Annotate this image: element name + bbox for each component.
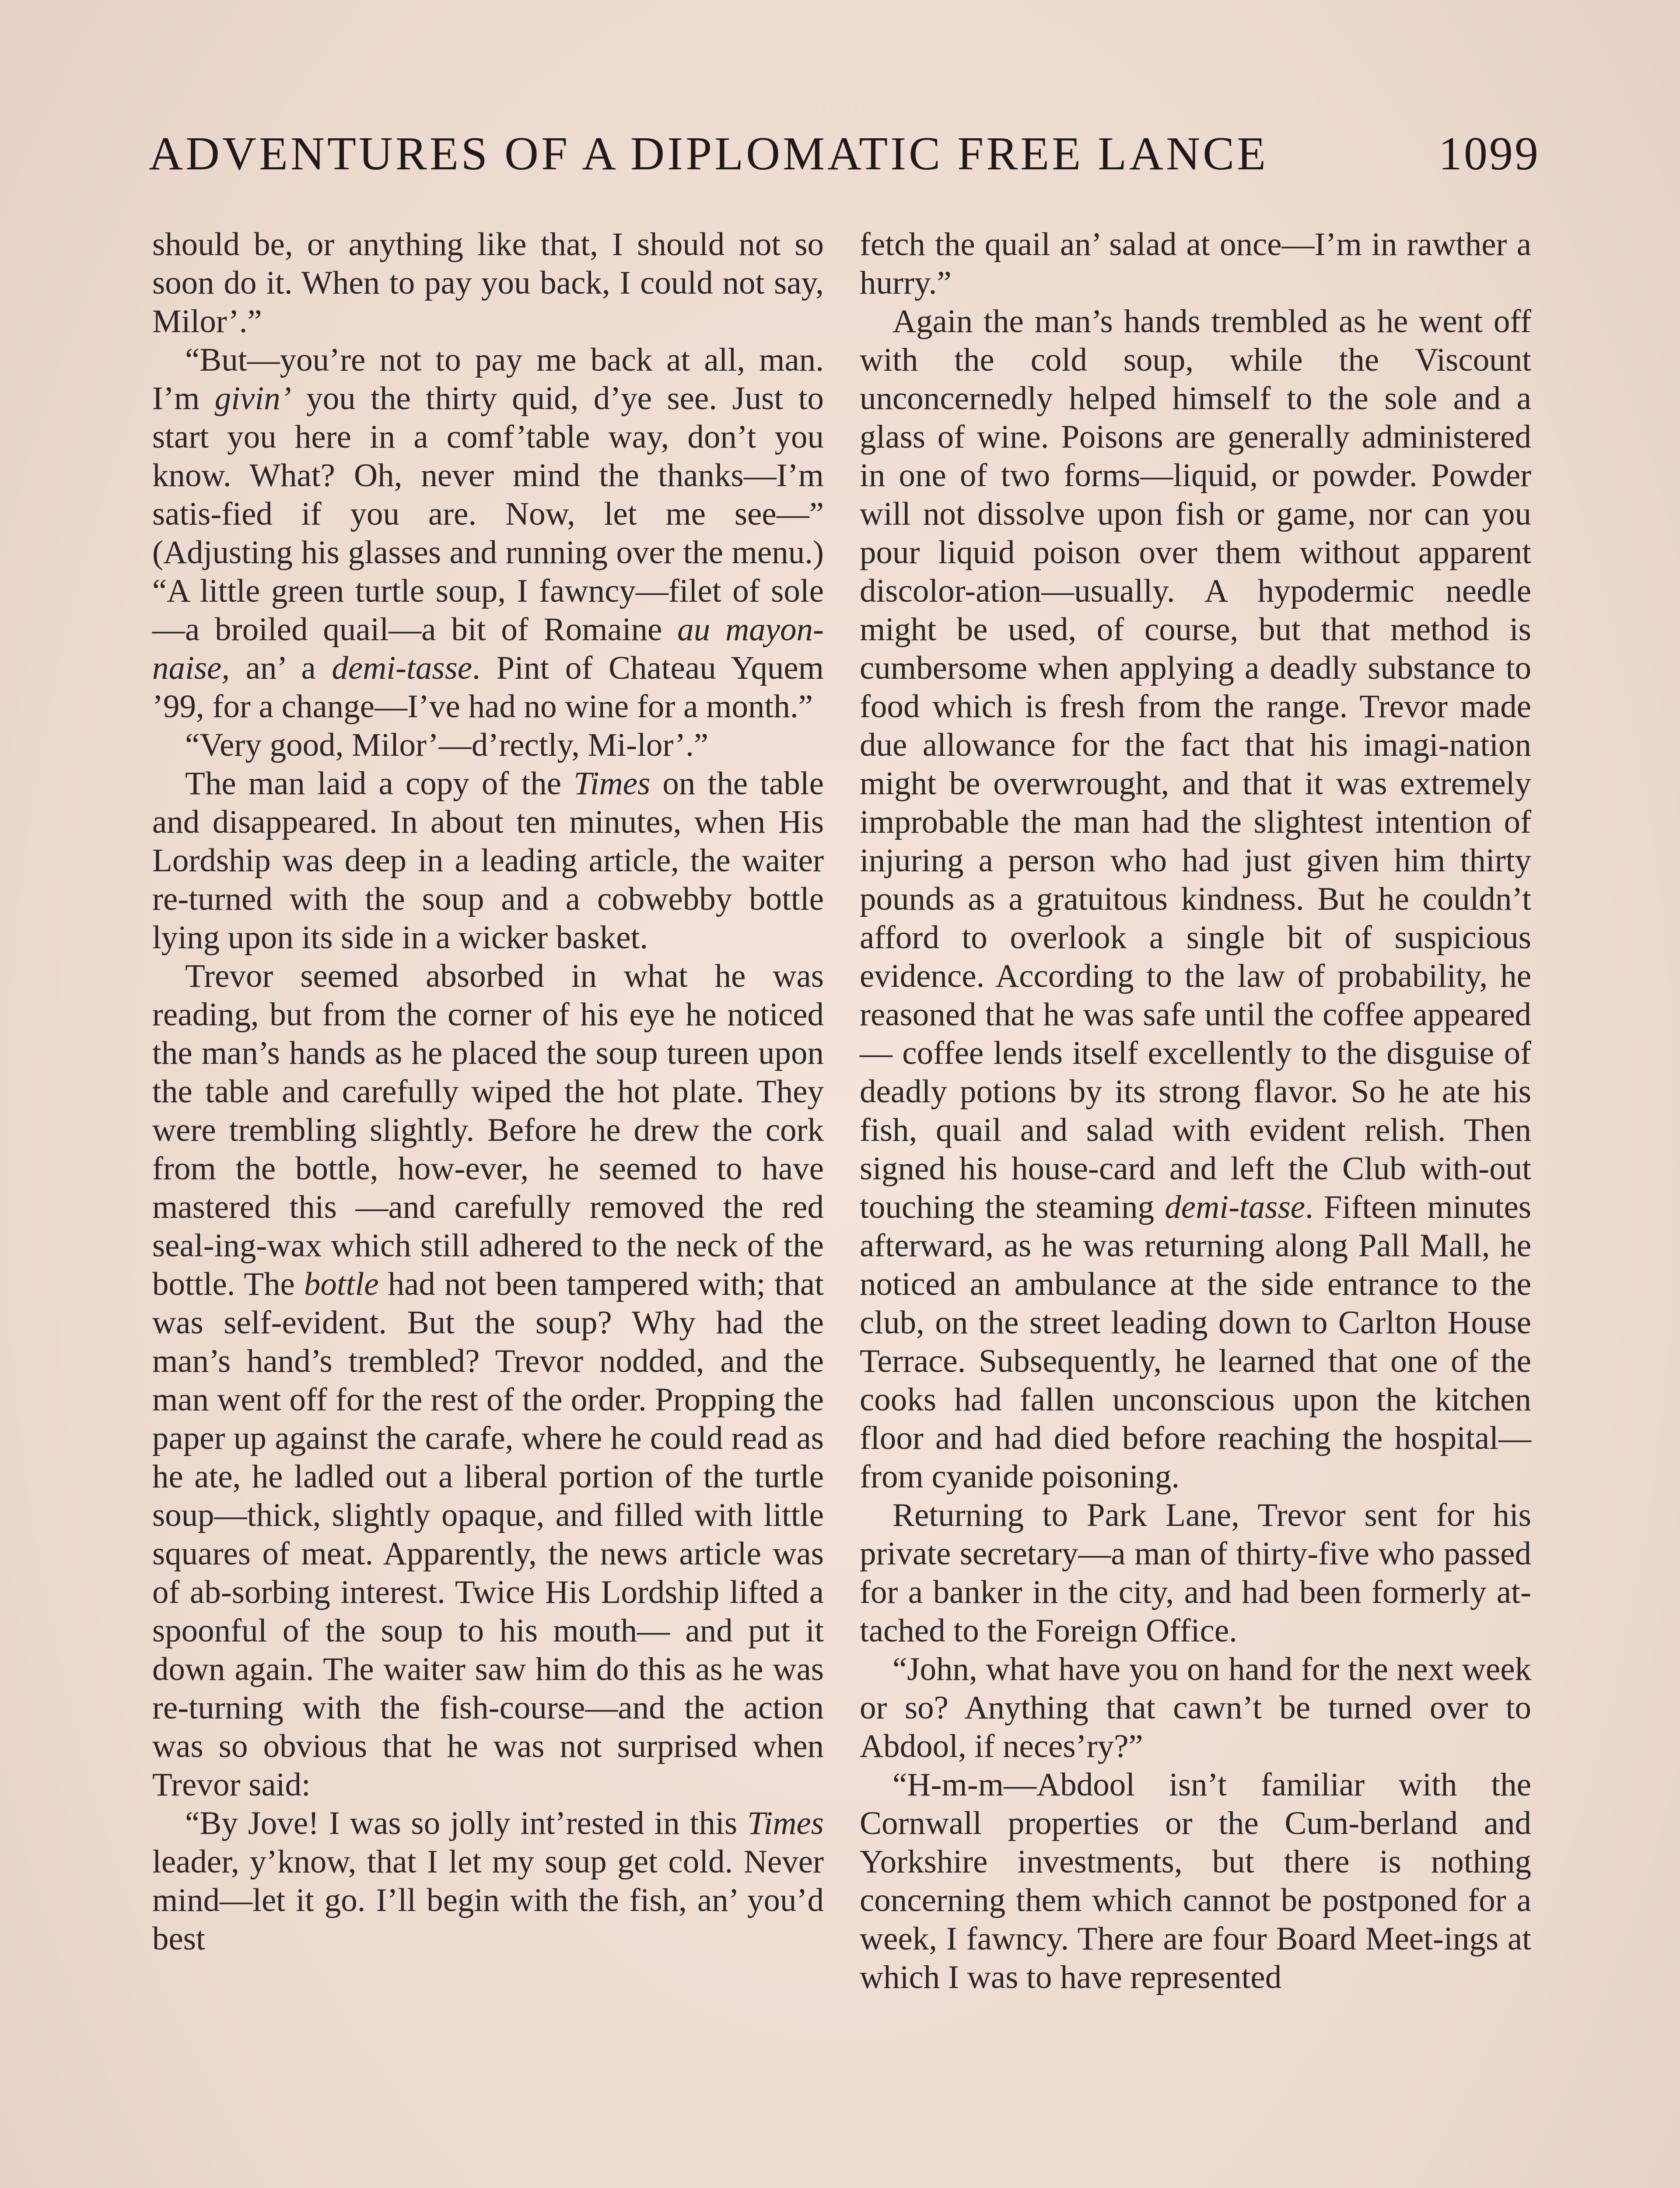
left-column (152, 225, 824, 1958)
paragraph: Again the man’s hands trembled as he went off with the cold soup, while the Viscount unconcernedly helped himself to the sole and a glass of wine. Poisons are generally administered in one of two forms—liquid, or powder. Powder will not dissolve upon fish or game, nor can you pour liquid poison over them without apparent discolor-ation—usually. A hypodermic needle might be used, of course, but that method is cumbersome when applying a deadly substance to food which is fresh from the range. Trevor made due allowance for the fact that his imagi-nation might be overwrought, and that it was extremely improbable the man had the slightest intention of injuring a person who had just given him thirty pounds as a gratuitous kindness. But he couldn’t afford to overlook a single bit of suspicious evidence. According to the law of probability, he reasoned that he was safe until the coffee appeared— coffee lends itself excellently to the disguise of deadly potions by its strong flavor. So he ate his fish, quail and salad with evident relish. Then signed his house-card and left the Club with-out touching the steaming demi-tasse. Fifteen minutes afterward, as he was returning along Pall Mall, he noticed an ambulance at the side entrance to the club, on the street leading down to Carlton House Terrace. Subsequently, he learned that one of the cooks had fallen unconscious upon the kitchen floor and had died before reaching the hospital—from cyanide poisoning. (860, 303, 1531, 1495)
italic-text: Times (574, 765, 651, 802)
italic-text: au mayon-naise, (152, 611, 824, 686)
running-head (149, 127, 1540, 193)
paragraph: “But—you’re not to pay me back at all, man. I’m givin’ you the thirty quid, d’ye see. Just to start you here in a comf’table way, don’t you know. What? Oh, never mind the thanks—I’m satis-fied if you are. Now, let me see—” (Adjusting his glasses and running over the menu.) “A little green turtle soup, I fawncy—filet of sole—a broiled quail—a bit of Romaine au mayon-naise, an’ a demi-tasse. Pint of Chateau Yquem ’99, for a change—I’ve had no wine for a month.” (152, 342, 824, 725)
paragraph: “H-m-m—Abdool isn’t familiar with the Cornwall properties or the Cum-berland and Yorkshire investments, but there is nothing concerning them which cannot be postponed for a week, I fawncy. There are four Board Meet-ings at which I was to have represented (860, 1767, 1531, 1995)
paragraph: Returning to Park Lane, Trevor sent for his private secretary—a man of thirty-five who passed for a banker in the city, and had been formerly at-tached to the Foreign Office. (860, 1497, 1531, 1649)
running-title: ADVENTURES OF A DIPLOMATIC FREE LANCE (149, 128, 1269, 180)
paragraph: Trevor seemed absorbed in what he was reading, but from the corner of his eye he noticed the man’s hands as he placed the soup tureen upon the table and carefully wiped the hot plate. They were trembling slightly. Before he drew the cork from the bottle, how-ever, he seemed to have mastered this —and carefully removed the red seal-ing-wax which still adhered to the neck of the bottle. The bottle had not been tampered with; that was self-evident. But the soup? Why had the man’s hand’s trembled? Trevor nodded, and the man went off for the rest of the order. Propping the paper up against the carafe, where he could read as he ate, he ladled out a liberal portion of the turtle soup—thick, slightly opaque, and filled with little squares of meat. Apparently, the news article was of ab-sorbing interest. Twice His Lordship lifted a spoonful of the soup to his mouth— and put it down again. The waiter saw him do this as he was re-turning with the fish-course—and the action was so obvious that he was not surprised when Trevor said: (152, 958, 824, 1803)
italic-text: bottle (304, 1266, 379, 1302)
paragraph: fetch the quail an’ salad at once—I’m in rawther a hurry.” (860, 226, 1531, 301)
italic-text: givin’ (214, 380, 291, 417)
page-number: 1099 (1438, 128, 1540, 180)
paragraph: should be, or anything like that, I should not so soon do it. When to pay you back, I could not say, Milor’.” (152, 226, 824, 340)
right-column (860, 225, 1531, 1997)
paragraph: “By Jove! I was so jolly int’rested in this Times leader, y’know, that I let my soup get cold. Never mind—let it go. I’ll begin with the fish, an’ you’d best (152, 1805, 824, 1957)
italic-text: demi-tasse (332, 650, 472, 686)
italic-text: demi-tasse (1165, 1189, 1306, 1225)
italic-text: Times (747, 1805, 824, 1841)
paragraph: “John, what have you on hand for the next week or so? Anything that cawn’t be turned over to Abdool, if neces’ry?” (860, 1651, 1531, 1764)
paragraph: “Very good, Milor’—d’rectly, Mi-lor’.” (185, 727, 709, 763)
paragraph: The man laid a copy of the Times on the table and disappeared. In about ten minutes, when His Lordship was deep in a leading article, the waiter re-turned with the soup and a cobwebby bottle lying upon its side in a wicker basket. (152, 765, 824, 956)
